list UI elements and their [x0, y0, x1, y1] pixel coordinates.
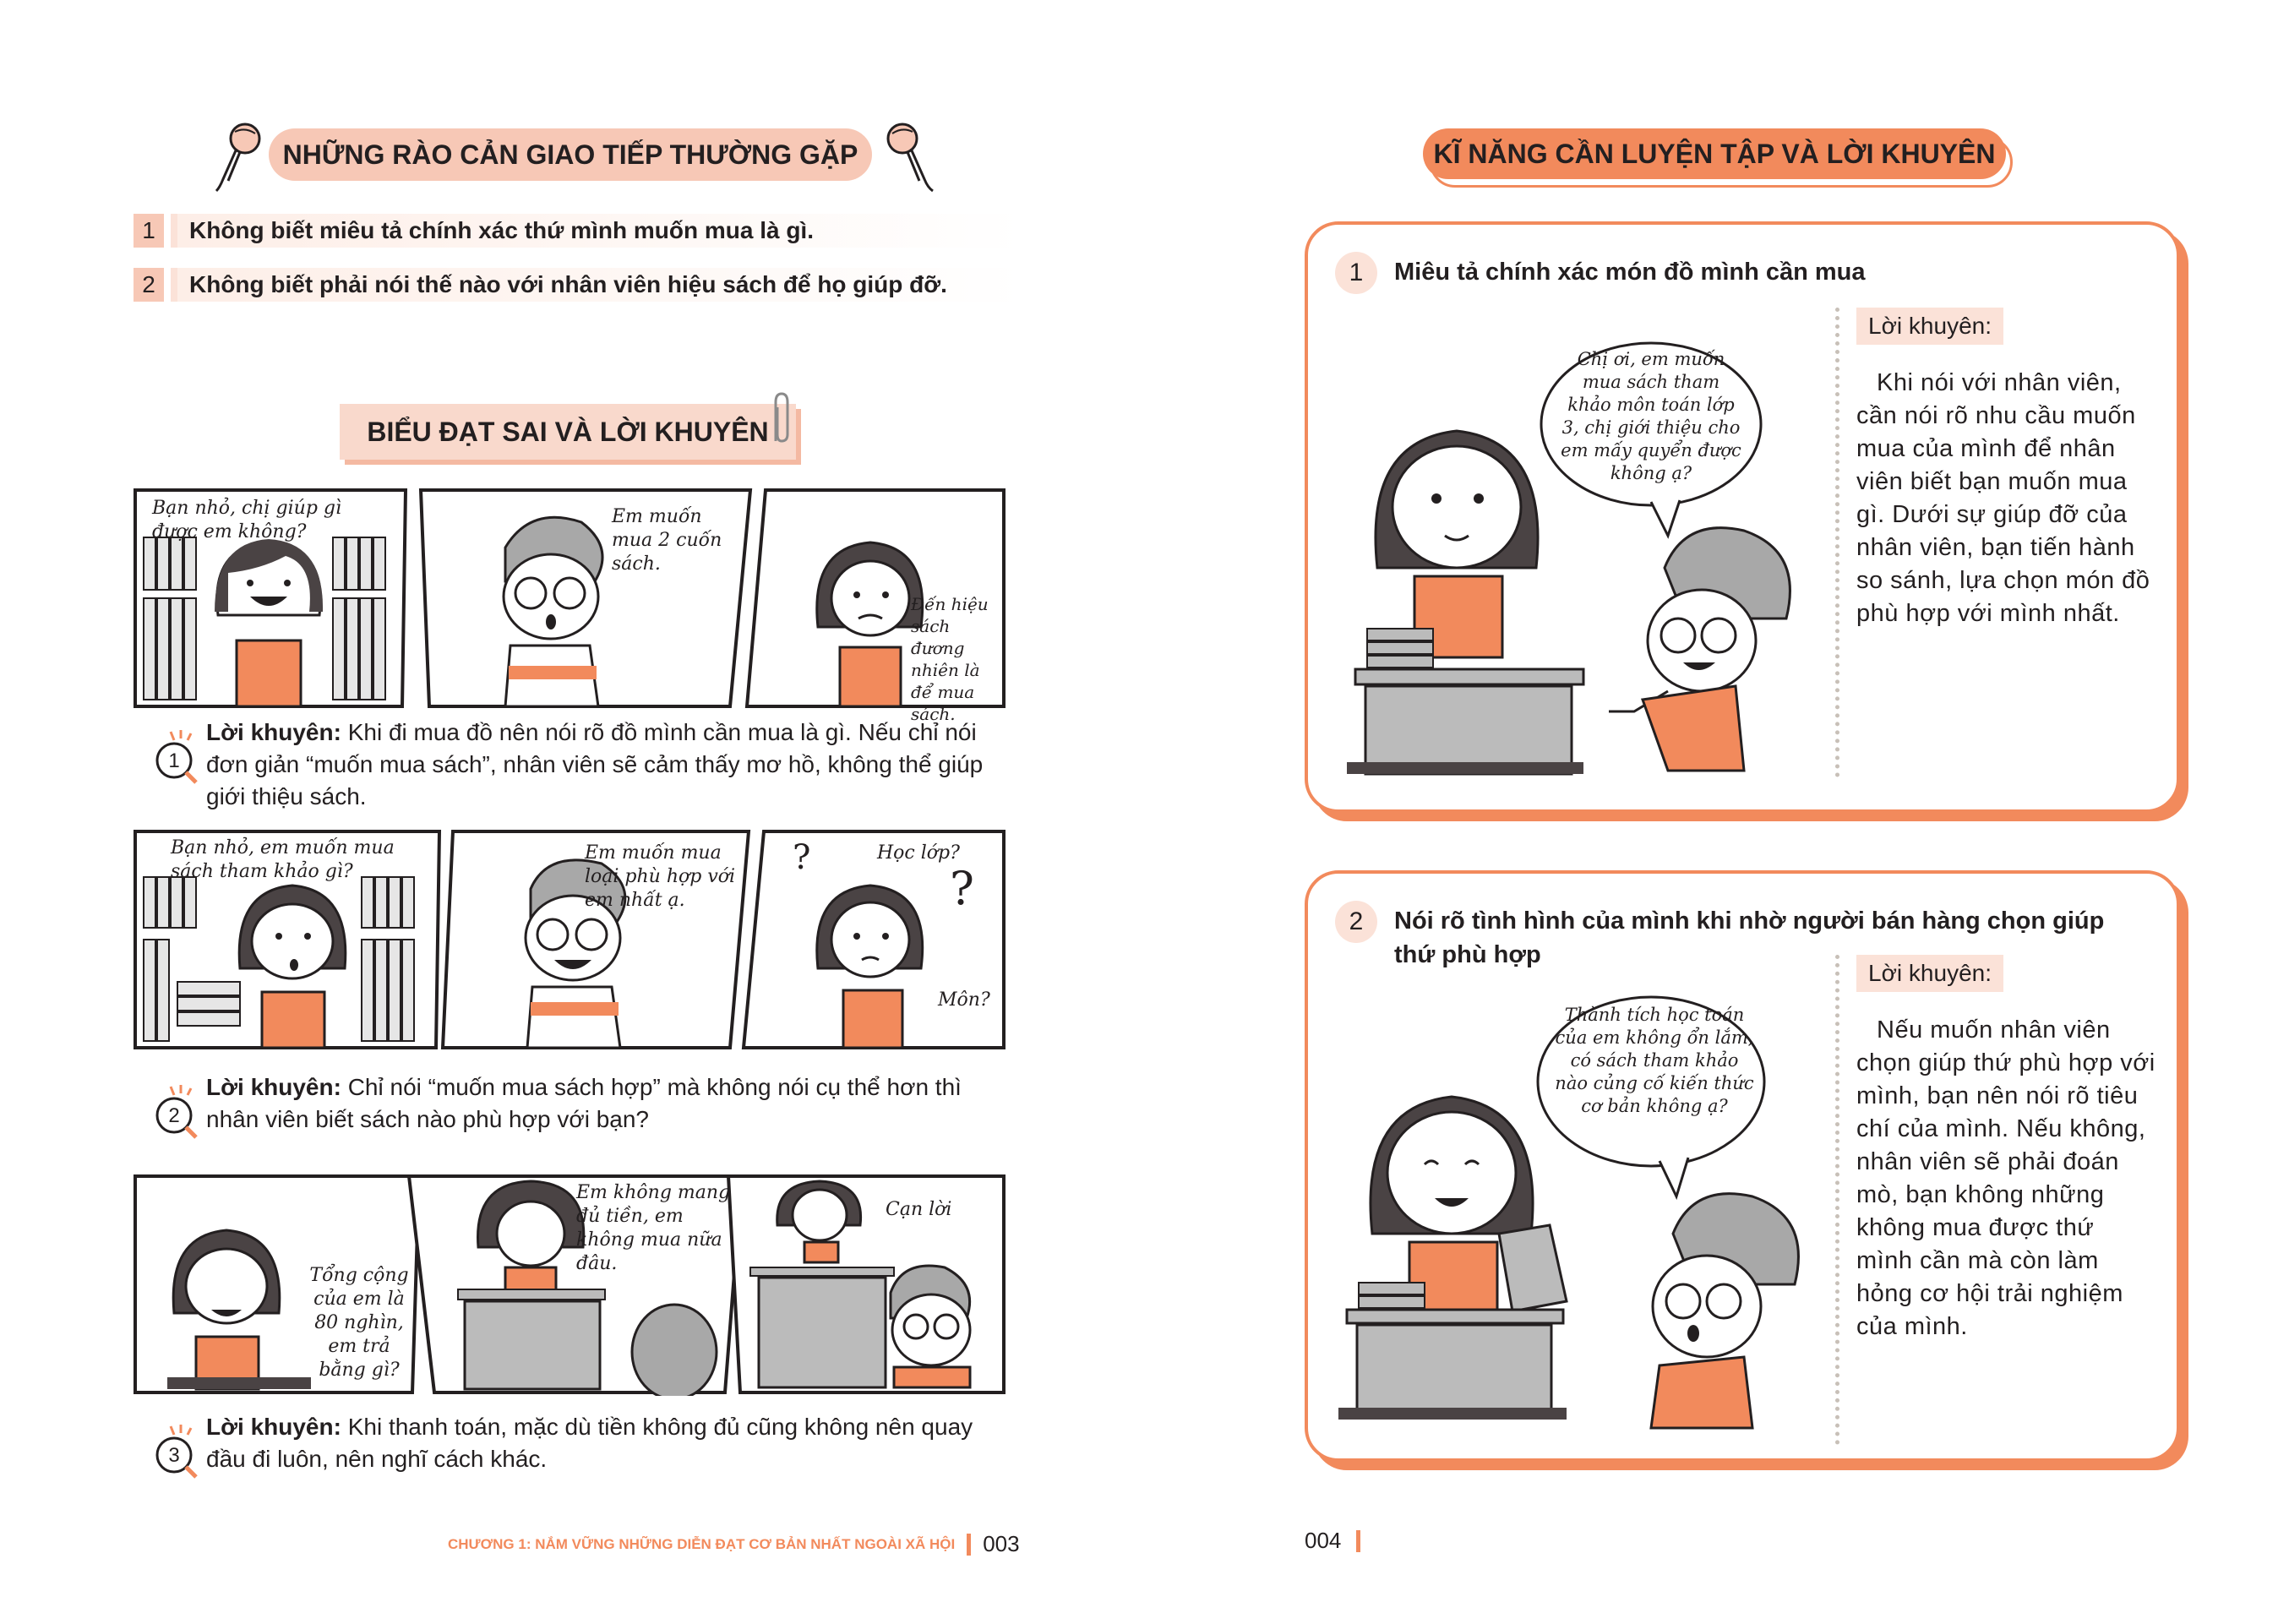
skill-card [1305, 870, 2180, 1462]
speech-text: Học lớp? [877, 842, 960, 864]
svg-text:2: 2 [168, 1104, 180, 1127]
barrier-text: Không biết phải nói thế nào với nhân viên hiệu sách để họ giúp đỡ. [177, 268, 1022, 302]
barrier-text: Không biết miêu tả chính xác thứ mình muốn mua là gì. [177, 214, 1022, 248]
speech-text: Tổng cộng của em là 80 nghìn, em trả bằng gì? [309, 1265, 409, 1381]
advice-column [1835, 308, 2156, 777]
skills-title-wrap [1423, 128, 2014, 188]
divider [171, 214, 177, 248]
card-heading [1335, 252, 2146, 294]
speech-text: Bạn nhỏ, em muốn mua sách tham khảo gì? [171, 837, 395, 882]
comic-strip [134, 488, 1006, 724]
speech-text: Bạn nhỏ, chị giúp gì được em không? [152, 498, 342, 542]
microphone-icon [879, 120, 938, 196]
divider [171, 268, 177, 302]
advice-text [206, 1071, 1014, 1136]
speech-text: Chị ơi, em muốn mua sách tham khảo môn toán lớp 3, chị giới thiệu cho em mấy quyển được không ạ? [1561, 349, 1741, 483]
advice-block [152, 1071, 1014, 1156]
barrier-item [134, 211, 1022, 250]
right-page [1144, 0, 2289, 1624]
card-number: 2 [1335, 901, 1377, 943]
advice-block [152, 1411, 1014, 1496]
svg-text:?: ? [950, 862, 974, 915]
barrier-item [134, 265, 1022, 304]
magnifier-icon [152, 1420, 206, 1480]
microphone-icon [211, 120, 270, 196]
card-number: 1 [1335, 252, 1377, 294]
chapter-title: CHƯƠNG 1: NẮM VỮNG NHỮNG DIỄN ĐẠT CƠ BẢN NHẤT NGOÀI XÃ HỘI [448, 1535, 956, 1552]
speech-text: Thành tích học toán của em không ổn lắm, có sách tham khảo nào củng cố kiến thức cơ bản không ạ? [1555, 1005, 1754, 1116]
left-page [0, 0, 1144, 1624]
advice-label: Lời khuyên: [1856, 955, 2003, 992]
barrier-number: 1 [134, 214, 164, 248]
page-footer [1305, 1528, 1360, 1554]
magnifier-icon [152, 725, 206, 786]
card-heading-text: Nói rõ tình hình của mình khi nhờ người bán hàng chọn giúp thứ phù hợp [1394, 907, 2105, 968]
speech-text: Em muốn mua 2 cuốn sách. [612, 506, 722, 575]
skills-title: KĨ NĂNG CẦN LUYỆN TẬP VÀ LỜI KHUYÊN [1423, 128, 2006, 179]
speech-text: Em muốn mua loại phù hợp với em nhất ạ. [585, 842, 736, 911]
svg-text:?: ? [793, 838, 811, 877]
advice-label: Lời khuyên: [206, 1074, 341, 1100]
advice-column [1835, 955, 2156, 1445]
comic-strip [134, 1174, 1006, 1396]
comic-panels [134, 1174, 1006, 1396]
advice-text: Nếu muốn nhân viên chọn giúp thứ phù hợp với mình, bạn nên nói rõ tiêu chí của mình. Nếu không, nhân viên sẽ phải đoán mò, bạn không những không mua được thứ mình cần mà còn làm hỏng cơ hội trải nghiệm của mình. [1856, 1016, 2155, 1340]
advice-text: Khi nói với nhân viên, cần nói rõ nhu cầu muốn mua của mình để nhân viên biết bạn muốn mua gì. Dưới sự giúp đỡ của nhân viên, bạn tiến hành so sánh, lựa chọn món đồ phù hợp với mình nhất. [1856, 369, 2150, 627]
speech-text: Đến hiệu sách đương nhiên là để mua sách. [911, 594, 989, 724]
comic-strip [134, 830, 1006, 1051]
advice-label: Lời khuyên: [1856, 308, 2003, 345]
expressions-title: BIỂU ĐẠT SAI VÀ LỜI KHUYÊN [340, 404, 796, 460]
divider [1356, 1530, 1360, 1552]
card-heading-text: Miêu tả chính xác món đồ mình cần mua [1394, 259, 1866, 286]
advice-label: Lời khuyên: [206, 1414, 341, 1440]
advice-text [206, 1411, 1014, 1475]
speech-text: Em không mang đủ tiền, em không mua nữa đâu. [576, 1182, 731, 1274]
divider [967, 1534, 971, 1556]
advice-block [152, 717, 1014, 826]
advice-label: Lời khuyên: [206, 719, 341, 745]
advice-content: Chỉ nói “muốn mua sách hợp” mà không nói cụ thể hơn thì nhân viên biết sách nào phù hợp với bạn? [206, 1074, 962, 1132]
page-footer [448, 1531, 1020, 1557]
magnifier-icon [152, 1080, 206, 1141]
advice-content: Khi đi mua đồ nên nói rõ đồ mình cần mua là gì. Nếu chỉ nói đơn giản “muốn mua sách”, nhân viên sẽ cảm thấy mơ hồ, không thể giúp giới thiệu sách. [206, 719, 984, 809]
advice-text [206, 717, 1014, 813]
svg-text:1: 1 [168, 749, 180, 772]
speech-text: Môn? [938, 989, 990, 1011]
speech-text: Cạn lời [886, 1199, 952, 1220]
svg-text:3: 3 [168, 1444, 180, 1467]
paperclip-icon [769, 390, 794, 450]
advice-content: Khi thanh toán, mặc dù tiền không đủ cũng không nên quay đầu đi luôn, nên nghĩ cách khác. [206, 1414, 973, 1472]
page-number: 004 [1305, 1528, 1342, 1553]
barriers-title: NHỮNG RÀO CẢN GIAO TIẾP THƯỜNG GẶP [269, 128, 872, 181]
skill-card [1305, 221, 2180, 813]
barrier-number: 2 [134, 268, 164, 302]
page-number: 003 [983, 1531, 1020, 1556]
